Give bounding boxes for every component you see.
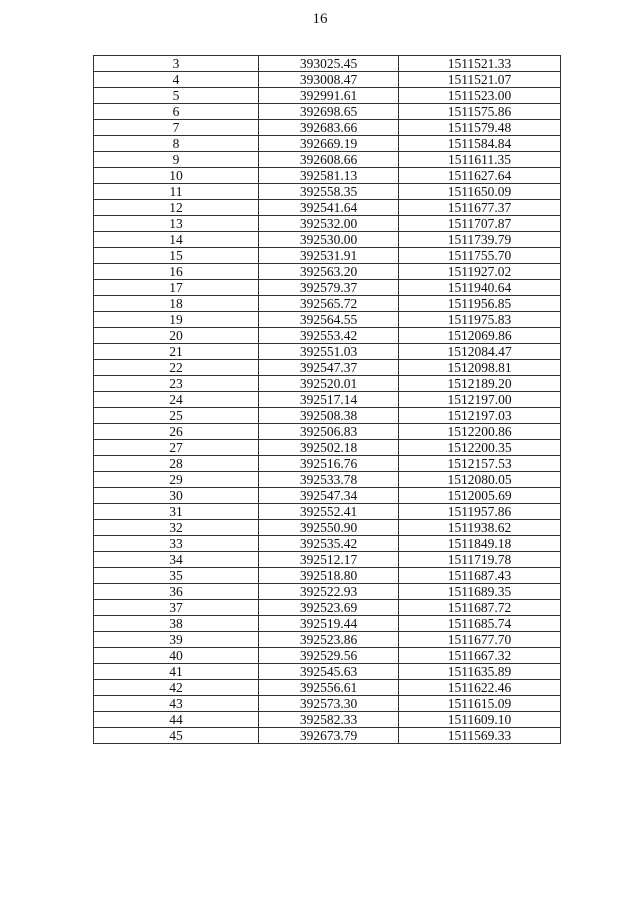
y-coordinate-cell: 1512200.35: [399, 440, 561, 456]
x-coordinate-cell: 392533.78: [259, 472, 399, 488]
y-coordinate-cell: 1511521.33: [399, 56, 561, 72]
x-coordinate-cell: 392531.91: [259, 248, 399, 264]
x-coordinate-cell: 392518.80: [259, 568, 399, 584]
point-number-cell: 32: [94, 520, 259, 536]
x-coordinate-cell: 392558.35: [259, 184, 399, 200]
y-coordinate-cell: 1511940.64: [399, 280, 561, 296]
x-coordinate-cell: 392552.41: [259, 504, 399, 520]
table-row: [94, 568, 561, 584]
y-coordinate-cell: 1511755.70: [399, 248, 561, 264]
y-coordinate-cell: 1511650.09: [399, 184, 561, 200]
table-row: [94, 392, 561, 408]
y-coordinate-cell: 1512197.00: [399, 392, 561, 408]
y-coordinate-cell: 1512084.47: [399, 344, 561, 360]
point-number-cell: 34: [94, 552, 259, 568]
point-number-cell: 38: [94, 616, 259, 632]
y-coordinate-cell: 1511975.83: [399, 312, 561, 328]
y-coordinate-cell: 1511521.07: [399, 72, 561, 88]
y-coordinate-cell: 1511707.87: [399, 216, 561, 232]
table-row: [94, 56, 561, 72]
x-coordinate-cell: 392698.65: [259, 104, 399, 120]
y-coordinate-cell: 1511609.10: [399, 712, 561, 728]
point-number-cell: 16: [94, 264, 259, 280]
x-coordinate-cell: 392541.64: [259, 200, 399, 216]
y-coordinate-cell: 1511575.86: [399, 104, 561, 120]
x-coordinate-cell: 392508.38: [259, 408, 399, 424]
table-row: [94, 616, 561, 632]
point-number-cell: 7: [94, 120, 259, 136]
y-coordinate-cell: 1511677.37: [399, 200, 561, 216]
y-coordinate-cell: 1512080.05: [399, 472, 561, 488]
point-number-cell: 29: [94, 472, 259, 488]
x-coordinate-cell: 392991.61: [259, 88, 399, 104]
y-coordinate-cell: 1511849.18: [399, 536, 561, 552]
coordinates-table-body: [94, 56, 561, 744]
point-number-cell: 43: [94, 696, 259, 712]
x-coordinate-cell: 392519.44: [259, 616, 399, 632]
point-number-cell: 37: [94, 600, 259, 616]
table-row: [94, 728, 561, 744]
table-row: [94, 712, 561, 728]
x-coordinate-cell: 392523.86: [259, 632, 399, 648]
x-coordinate-cell: 392563.20: [259, 264, 399, 280]
table-row: [94, 72, 561, 88]
table-row: [94, 136, 561, 152]
x-coordinate-cell: 392502.18: [259, 440, 399, 456]
y-coordinate-cell: 1511687.43: [399, 568, 561, 584]
y-coordinate-cell: 1511739.79: [399, 232, 561, 248]
point-number-cell: 35: [94, 568, 259, 584]
y-coordinate-cell: 1511956.85: [399, 296, 561, 312]
point-number-cell: 20: [94, 328, 259, 344]
x-coordinate-cell: 392579.37: [259, 280, 399, 296]
table-row: [94, 248, 561, 264]
y-coordinate-cell: 1511584.84: [399, 136, 561, 152]
point-number-cell: 10: [94, 168, 259, 184]
y-coordinate-cell: 1511627.64: [399, 168, 561, 184]
x-coordinate-cell: 392551.03: [259, 344, 399, 360]
point-number-cell: 11: [94, 184, 259, 200]
x-coordinate-cell: 392673.79: [259, 728, 399, 744]
x-coordinate-cell: 392553.42: [259, 328, 399, 344]
y-coordinate-cell: 1512157.53: [399, 456, 561, 472]
point-number-cell: 25: [94, 408, 259, 424]
x-coordinate-cell: 392520.01: [259, 376, 399, 392]
x-coordinate-cell: 392535.42: [259, 536, 399, 552]
table-row: [94, 168, 561, 184]
x-coordinate-cell: 392573.30: [259, 696, 399, 712]
x-coordinate-cell: 392683.66: [259, 120, 399, 136]
point-number-cell: 4: [94, 72, 259, 88]
point-number-cell: 8: [94, 136, 259, 152]
y-coordinate-cell: 1511677.70: [399, 632, 561, 648]
x-coordinate-cell: 392547.37: [259, 360, 399, 376]
y-coordinate-cell: 1511685.74: [399, 616, 561, 632]
point-number-cell: 41: [94, 664, 259, 680]
point-number-cell: 42: [94, 680, 259, 696]
point-number-cell: 30: [94, 488, 259, 504]
y-coordinate-cell: 1511615.09: [399, 696, 561, 712]
point-number-cell: 21: [94, 344, 259, 360]
point-number-cell: 24: [94, 392, 259, 408]
point-number-cell: 40: [94, 648, 259, 664]
table-row: [94, 184, 561, 200]
y-coordinate-cell: 1512197.03: [399, 408, 561, 424]
table-row: [94, 664, 561, 680]
point-number-cell: 14: [94, 232, 259, 248]
x-coordinate-cell: 392530.00: [259, 232, 399, 248]
point-number-cell: 33: [94, 536, 259, 552]
y-coordinate-cell: 1511689.35: [399, 584, 561, 600]
point-number-cell: 15: [94, 248, 259, 264]
y-coordinate-cell: 1511579.48: [399, 120, 561, 136]
point-number-cell: 44: [94, 712, 259, 728]
x-coordinate-cell: 392545.63: [259, 664, 399, 680]
point-number-cell: 27: [94, 440, 259, 456]
point-number-cell: 45: [94, 728, 259, 744]
x-coordinate-cell: 392516.76: [259, 456, 399, 472]
table-row: [94, 328, 561, 344]
table-row: [94, 280, 561, 296]
table-row: [94, 440, 561, 456]
point-number-cell: 12: [94, 200, 259, 216]
table-row: [94, 104, 561, 120]
x-coordinate-cell: 392564.55: [259, 312, 399, 328]
point-number-cell: 36: [94, 584, 259, 600]
table-row: [94, 488, 561, 504]
y-coordinate-cell: 1512098.81: [399, 360, 561, 376]
x-coordinate-cell: 392669.19: [259, 136, 399, 152]
x-coordinate-cell: 392522.93: [259, 584, 399, 600]
point-number-cell: 31: [94, 504, 259, 520]
table-row: [94, 200, 561, 216]
table-row: [94, 632, 561, 648]
point-number-cell: 13: [94, 216, 259, 232]
table-row: [94, 264, 561, 280]
x-coordinate-cell: 392529.56: [259, 648, 399, 664]
table-row: [94, 552, 561, 568]
table-row: [94, 344, 561, 360]
table-row: [94, 456, 561, 472]
page-number: 16: [312, 11, 328, 27]
table-row: [94, 648, 561, 664]
point-number-cell: 5: [94, 88, 259, 104]
table-row: [94, 312, 561, 328]
x-coordinate-cell: 392556.61: [259, 680, 399, 696]
table-row: [94, 424, 561, 440]
table-row: [94, 152, 561, 168]
table-row: [94, 536, 561, 552]
point-number-cell: 23: [94, 376, 259, 392]
table-row: [94, 408, 561, 424]
table-row: [94, 296, 561, 312]
y-coordinate-cell: 1511938.62: [399, 520, 561, 536]
table-row: [94, 680, 561, 696]
y-coordinate-cell: 1511523.00: [399, 88, 561, 104]
x-coordinate-cell: 392581.13: [259, 168, 399, 184]
point-number-cell: 3: [94, 56, 259, 72]
table-row: [94, 376, 561, 392]
table-row: [94, 472, 561, 488]
x-coordinate-cell: 392565.72: [259, 296, 399, 312]
x-coordinate-cell: 392582.33: [259, 712, 399, 728]
x-coordinate-cell: 392517.14: [259, 392, 399, 408]
point-number-cell: 22: [94, 360, 259, 376]
table-row: [94, 504, 561, 520]
table-row: [94, 216, 561, 232]
table-row: [94, 88, 561, 104]
y-coordinate-cell: 1511719.78: [399, 552, 561, 568]
point-number-cell: 6: [94, 104, 259, 120]
y-coordinate-cell: 1512200.86: [399, 424, 561, 440]
point-number-cell: 9: [94, 152, 259, 168]
point-number-cell: 18: [94, 296, 259, 312]
y-coordinate-cell: 1512189.20: [399, 376, 561, 392]
x-coordinate-cell: 392550.90: [259, 520, 399, 536]
point-number-cell: 39: [94, 632, 259, 648]
x-coordinate-cell: 392512.17: [259, 552, 399, 568]
x-coordinate-cell: 392608.66: [259, 152, 399, 168]
table-row: [94, 520, 561, 536]
x-coordinate-cell: 393025.45: [259, 56, 399, 72]
x-coordinate-cell: 392506.83: [259, 424, 399, 440]
y-coordinate-cell: 1511569.33: [399, 728, 561, 744]
x-coordinate-cell: 392523.69: [259, 600, 399, 616]
y-coordinate-cell: 1511622.46: [399, 680, 561, 696]
y-coordinate-cell: 1512005.69: [399, 488, 561, 504]
y-coordinate-cell: 1511957.86: [399, 504, 561, 520]
table-row: [94, 584, 561, 600]
point-number-cell: 19: [94, 312, 259, 328]
x-coordinate-cell: 392532.00: [259, 216, 399, 232]
x-coordinate-cell: 393008.47: [259, 72, 399, 88]
y-coordinate-cell: 1511611.35: [399, 152, 561, 168]
table-row: [94, 696, 561, 712]
y-coordinate-cell: 1511667.32: [399, 648, 561, 664]
point-number-cell: 17: [94, 280, 259, 296]
table-row: [94, 360, 561, 376]
table-row: [94, 232, 561, 248]
y-coordinate-cell: 1511687.72: [399, 600, 561, 616]
y-coordinate-cell: 1512069.86: [399, 328, 561, 344]
y-coordinate-cell: 1511635.89: [399, 664, 561, 680]
table-row: [94, 600, 561, 616]
x-coordinate-cell: 392547.34: [259, 488, 399, 504]
y-coordinate-cell: 1511927.02: [399, 264, 561, 280]
point-number-cell: 28: [94, 456, 259, 472]
point-number-cell: 26: [94, 424, 259, 440]
coordinates-table: [93, 55, 561, 744]
table-row: [94, 120, 561, 136]
